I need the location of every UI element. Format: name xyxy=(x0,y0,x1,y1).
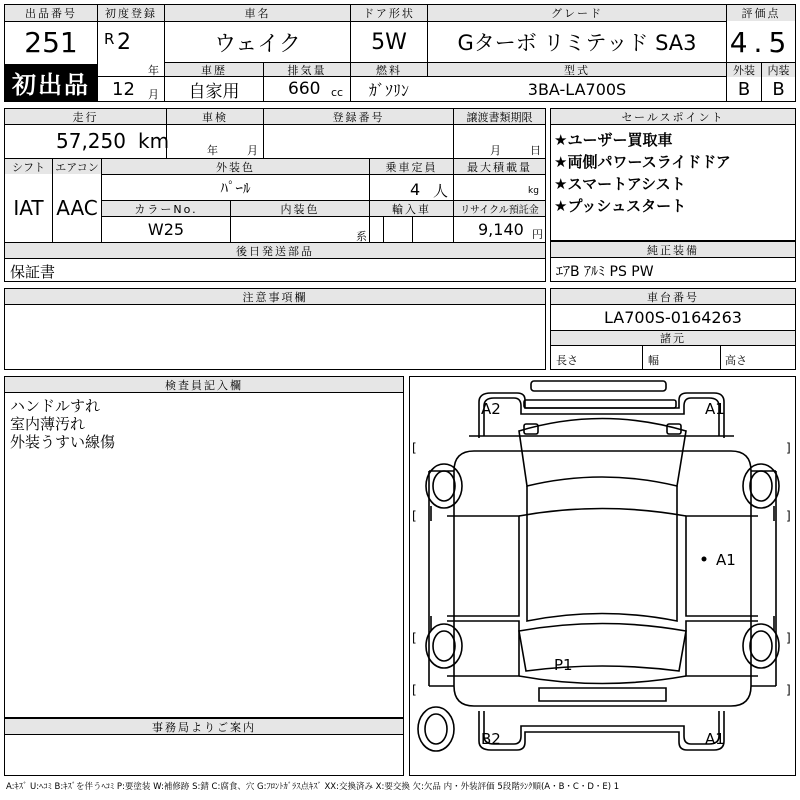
model-code-header: 型式 xyxy=(428,63,726,76)
shift: IAT xyxy=(13,196,44,220)
fuel-type: ｶﾞｿﾘﾝ xyxy=(368,80,409,100)
seats: 4 xyxy=(410,180,421,199)
reg-year-unit: 年 xyxy=(148,64,159,77)
later-parts: 保証書 xyxy=(10,263,56,281)
bracket-right: ] xyxy=(786,441,791,455)
seats-header: 乗車定員 xyxy=(370,159,453,174)
exterior-color-header: 外装色 xyxy=(102,159,369,174)
max-load-unit: kg xyxy=(528,186,539,196)
transfer-month-unit: 月 xyxy=(490,144,501,157)
mileage: 57,250 xyxy=(56,129,126,153)
car-name-header: 車名 xyxy=(165,5,350,21)
color-number: W25 xyxy=(147,219,185,239)
inspector-note: 室内薄汚れ xyxy=(10,415,86,433)
bracket-left: [ xyxy=(412,509,417,523)
length-label: 長さ xyxy=(556,354,578,367)
bracket-right: ] xyxy=(786,509,791,523)
interior-color-header: 内装色 xyxy=(231,201,369,216)
reg-month: 12 xyxy=(112,79,135,100)
reg-number-header: 登録番号 xyxy=(264,109,453,124)
exterior-color: ﾊﾟｰﾙ xyxy=(220,178,251,197)
seats-unit: 人 xyxy=(433,182,449,200)
height-label: 高さ xyxy=(725,354,747,367)
office-header: 事務局よりご案内 xyxy=(5,719,403,734)
score-header: 評価点 xyxy=(727,5,795,21)
sales-point-item: ★ユーザー買取車 xyxy=(554,131,673,149)
grade-header: グレード xyxy=(428,5,726,21)
reg-year: 2 xyxy=(117,30,131,55)
sales-point-item: ★スマートアシスト xyxy=(554,175,686,193)
sales-point-item: ★プッシュスタート xyxy=(554,197,687,215)
shift-header: シフト xyxy=(5,159,52,174)
damage-mark: B2 xyxy=(481,730,501,748)
inspector-note: 外装うすい線傷 xyxy=(10,433,116,451)
transfer-day-unit: 日 xyxy=(530,144,541,157)
import-header: 輸入車 xyxy=(370,201,453,216)
inspection-header: 車検 xyxy=(167,109,263,124)
car-history: 自家用 xyxy=(188,81,240,102)
door-type: 5W xyxy=(371,29,407,55)
interior-score-header: 内装 xyxy=(762,63,795,77)
bracket-right: ] xyxy=(786,631,791,645)
max-load-header: 最大積載量 xyxy=(454,159,545,174)
damage-mark: A1 xyxy=(705,400,725,418)
interior-color-unit: 系 xyxy=(356,230,367,243)
first-registration-header: 初度登録 xyxy=(98,5,164,21)
reg-month-unit: 月 xyxy=(148,88,159,101)
color-number-header: カラーNo. xyxy=(102,201,230,216)
damage-mark: A2 xyxy=(481,400,501,418)
bracket-left: [ xyxy=(412,631,417,645)
aircon-header: エアコン xyxy=(53,159,101,174)
sales-point-header: セールスポイント xyxy=(551,109,795,124)
displacement-header: 排気量 xyxy=(264,63,350,76)
equipment-header: 純正装備 xyxy=(551,242,795,257)
lot-number: 251 xyxy=(24,25,78,59)
damage-mark: A1 xyxy=(716,551,736,569)
roof-spoiler-outline xyxy=(531,381,666,391)
body-outline xyxy=(454,451,751,706)
displacement-unit: cc xyxy=(331,86,344,99)
notes-header: 注意事項欄 xyxy=(5,289,545,304)
sales-point-item: ★両側パワースライドドア xyxy=(554,153,731,171)
damage-mark: P1 xyxy=(554,656,573,674)
first-listing-badge: 初出品 xyxy=(5,64,97,101)
recycle-deposit-unit: 円 xyxy=(532,228,543,241)
car-diagram xyxy=(409,376,796,776)
specs-header: 諸元 xyxy=(551,331,795,345)
grade: Gターボ リミテッド SA3 xyxy=(457,31,697,55)
overall-score: 4.5 xyxy=(729,25,793,59)
mileage-header: 走行 xyxy=(5,109,166,124)
inspector-note: ハンドルすれ xyxy=(10,397,101,415)
door-type-header: ドア形状 xyxy=(351,5,427,21)
inspection-year-unit: 年 xyxy=(207,144,218,157)
bracket-left: [ xyxy=(412,441,417,455)
later-parts-header: 後日発送部品 xyxy=(5,243,545,258)
width-label: 幅 xyxy=(648,354,659,367)
windshield-outline xyxy=(519,419,686,487)
exterior-score: B xyxy=(737,78,751,100)
inspector-header: 検査員記入欄 xyxy=(5,377,403,392)
aircon: AAC xyxy=(56,196,98,220)
fuel-header: 燃料 xyxy=(351,63,427,76)
bracket-right: ] xyxy=(786,683,791,697)
inspection-month-unit: 月 xyxy=(247,144,258,157)
transfer-deadline-header: 譲渡書類期限 xyxy=(454,109,545,124)
chassis-header: 車台番号 xyxy=(551,289,795,304)
lot-number-header: 出品番号 xyxy=(5,5,97,21)
damage-legend: A:ｷｽﾞ U:ﾍｺﾐ B:ｷｽﾞを伴うﾍｺﾐ P:要塗装 W:補修跡 S:錆 C:腐食、穴 G:ﾌﾛﾝﾄｶﾞﾗｽ点ｷｽﾞ XX:交換済み X:要交換 欠:欠品 内・外装評価 5段階ﾗﾝｸ順(A・B・C・D・E) 1 xyxy=(6,782,620,792)
recycle-deposit-header: リサイクル預託金 xyxy=(454,201,545,216)
displacement: 660 xyxy=(288,79,321,99)
chassis-number: LA700S-0164263 xyxy=(604,307,742,327)
model-code: 3BA-LA700S xyxy=(527,79,627,99)
exterior-score-header: 外装 xyxy=(727,63,761,77)
mileage-unit: km xyxy=(138,129,170,153)
damage-mark: A1 xyxy=(705,730,725,748)
rear-window-outline xyxy=(519,624,686,672)
bracket-left: [ xyxy=(412,683,417,697)
car-history-header: 車歴 xyxy=(165,63,263,76)
recycle-deposit: 9,140 xyxy=(478,220,524,239)
interior-score: B xyxy=(772,78,785,100)
equipment: ｴｱB ｱﾙﾐ PS PW xyxy=(556,264,654,280)
car-name: ウェイク xyxy=(214,31,301,57)
rear-bumper-outline xyxy=(484,711,719,744)
reg-era: R xyxy=(104,30,115,48)
